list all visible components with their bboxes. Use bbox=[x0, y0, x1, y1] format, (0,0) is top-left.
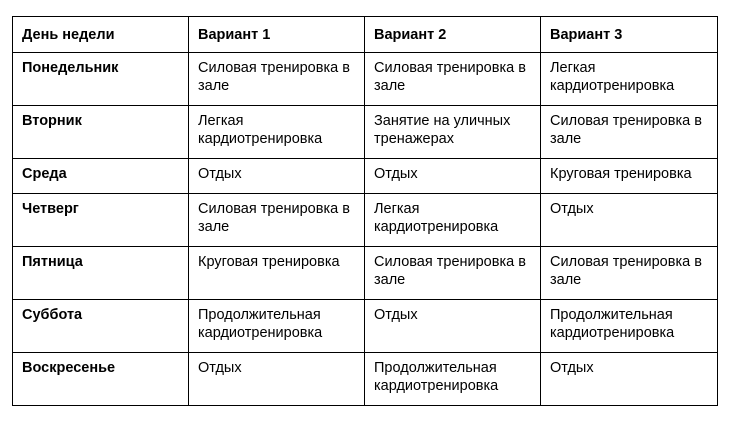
variant-3-cell: Продолжительная кардиотренировка bbox=[541, 300, 718, 353]
variant-1-cell: Легкая кардиотренировка bbox=[189, 106, 365, 159]
day-cell: Четверг bbox=[13, 194, 189, 247]
table-row bbox=[13, 300, 718, 353]
table-row bbox=[13, 53, 718, 106]
variant-1-cell: Продолжительная кардиотренировка bbox=[189, 300, 365, 353]
variant-3-cell: Легкая кардиотренировка bbox=[541, 53, 718, 106]
variant-2-cell: Отдых bbox=[365, 300, 541, 353]
variant-2-cell: Силовая тренировка в зале bbox=[365, 247, 541, 300]
header-variant-3: Вариант 3 bbox=[541, 17, 718, 53]
variant-1-cell: Отдых bbox=[189, 159, 365, 194]
day-cell: Воскресенье bbox=[13, 353, 189, 406]
table-row bbox=[13, 106, 718, 159]
variant-3-cell: Отдых bbox=[541, 194, 718, 247]
variant-2-cell: Продолжительная кардиотренировка bbox=[365, 353, 541, 406]
workout-schedule-table bbox=[12, 16, 718, 406]
day-cell: Суббота bbox=[13, 300, 189, 353]
variant-1-cell: Силовая тренировка в зале bbox=[189, 53, 365, 106]
variant-3-cell: Силовая тренировка в зале bbox=[541, 106, 718, 159]
variant-3-cell: Круговая тренировка bbox=[541, 159, 718, 194]
table-header-row bbox=[13, 17, 718, 53]
day-cell: Понедельник bbox=[13, 53, 189, 106]
variant-2-cell: Легкая кардиотренировка bbox=[365, 194, 541, 247]
day-cell: Среда bbox=[13, 159, 189, 194]
variant-3-cell: Силовая тренировка в зале bbox=[541, 247, 718, 300]
variant-3-cell: Отдых bbox=[541, 353, 718, 406]
table-row bbox=[13, 353, 718, 406]
variant-2-cell: Занятие на уличных тренажерах bbox=[365, 106, 541, 159]
variant-1-cell: Отдых bbox=[189, 353, 365, 406]
day-cell: Пятница bbox=[13, 247, 189, 300]
header-variant-1: Вариант 1 bbox=[189, 17, 365, 53]
table-row bbox=[13, 159, 718, 194]
table-row bbox=[13, 247, 718, 300]
table-row bbox=[13, 194, 718, 247]
day-cell: Вторник bbox=[13, 106, 189, 159]
variant-1-cell: Круговая тренировка bbox=[189, 247, 365, 300]
variant-2-cell: Отдых bbox=[365, 159, 541, 194]
variant-1-cell: Силовая тренировка в зале bbox=[189, 194, 365, 247]
header-variant-2: Вариант 2 bbox=[365, 17, 541, 53]
header-day-of-week: День недели bbox=[13, 17, 189, 53]
variant-2-cell: Силовая тренировка в зале bbox=[365, 53, 541, 106]
